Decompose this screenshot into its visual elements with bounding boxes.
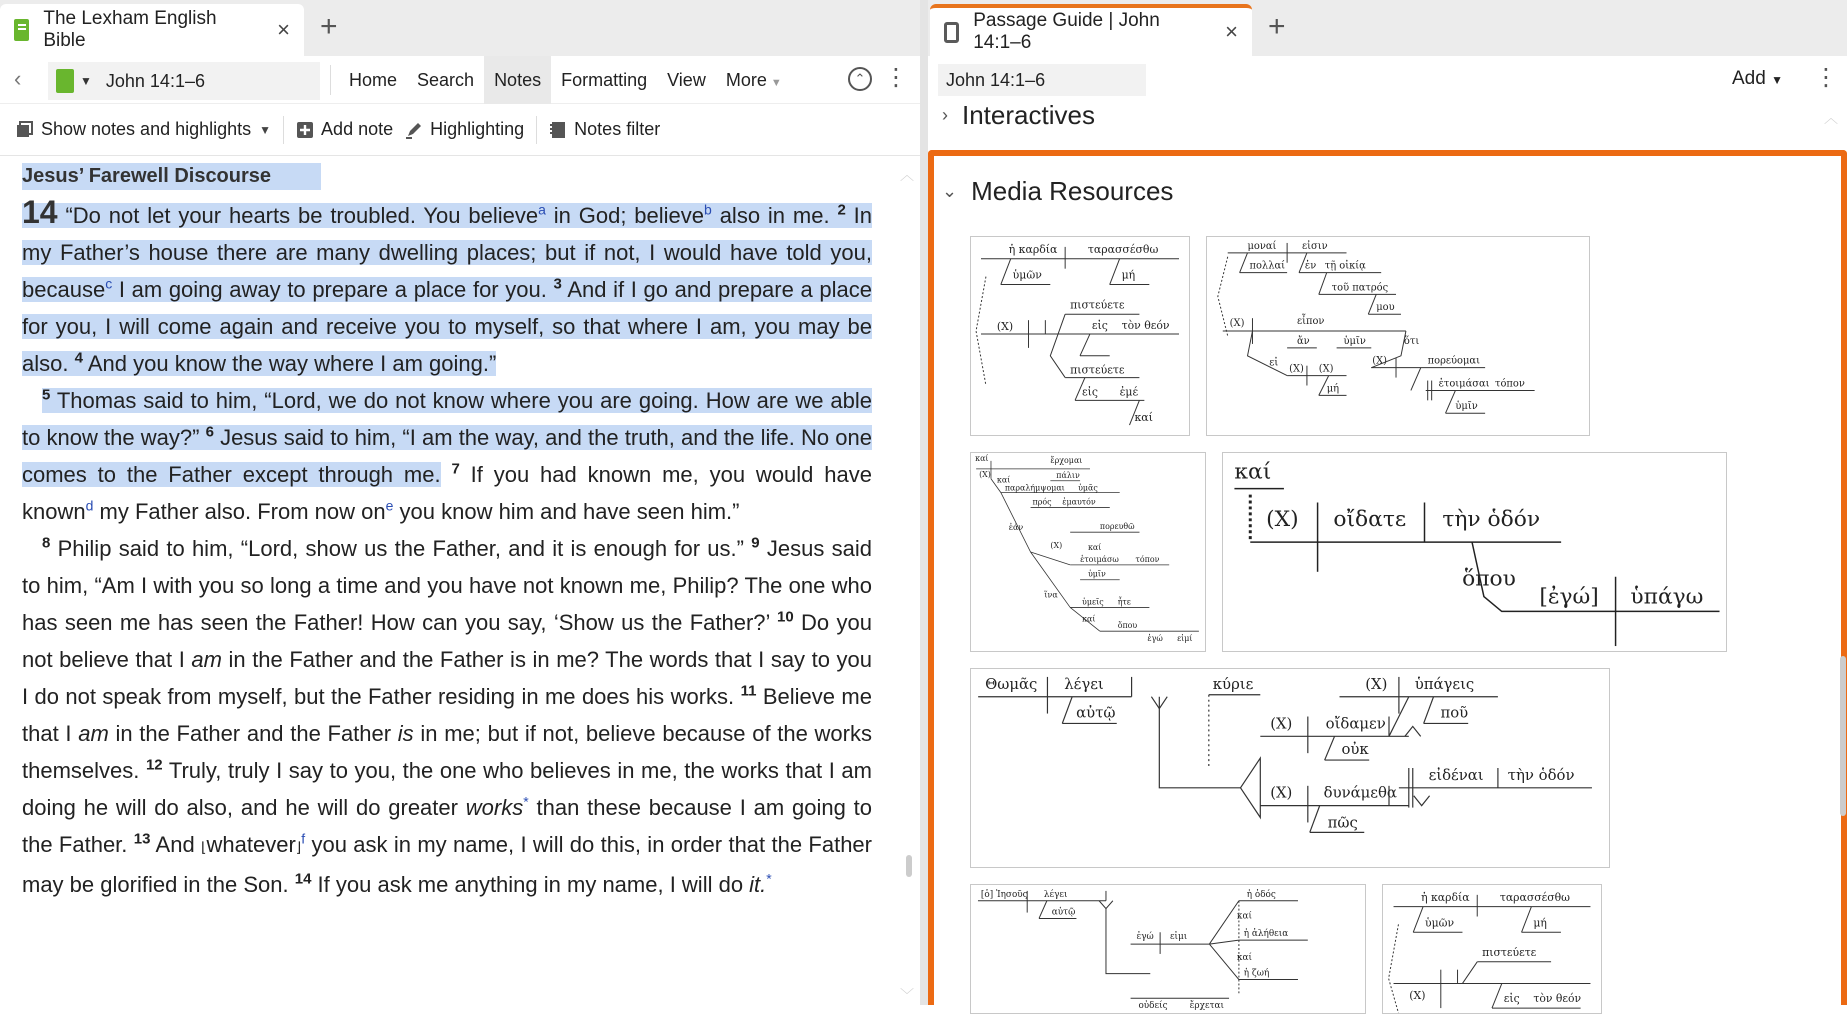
reference-input[interactable]: John 14:1–6 bbox=[105, 70, 205, 91]
svg-text:(X): (X) bbox=[996, 320, 1014, 334]
svg-text:εἰδέναι: εἰδέναι bbox=[1428, 765, 1484, 784]
svg-text:πιστεύετε: πιστεύετε bbox=[1070, 363, 1125, 377]
svg-text:εἰς: εἰς bbox=[1503, 992, 1520, 1006]
svg-text:ἑτοιμάσαι: ἑτοιμάσαι bbox=[1438, 378, 1490, 390]
highlighting-button[interactable] bbox=[403, 119, 534, 140]
chevron-down-icon: ▼ bbox=[770, 77, 782, 89]
svg-text:Θωμᾶς: Θωμᾶς bbox=[985, 674, 1038, 693]
highlighter-icon bbox=[405, 121, 423, 139]
svg-text:ἐγώ: ἐγώ bbox=[1136, 932, 1154, 943]
svg-text:εἰμι: εἰμι bbox=[1169, 932, 1188, 943]
verse-number: 3 bbox=[553, 275, 562, 293]
svg-text:τῇ οἰκίᾳ: τῇ οἰκίᾳ bbox=[1324, 260, 1366, 272]
menu-home[interactable]: Home bbox=[349, 70, 398, 90]
notes-filter-label: Notes filter bbox=[574, 119, 661, 139]
svg-text:μοναί: μοναί bbox=[1247, 240, 1277, 252]
svg-text:λέγει: λέγει bbox=[1043, 889, 1068, 900]
svg-text:πῶς: πῶς bbox=[1327, 813, 1358, 832]
verse-text: you know him and have seen him.” bbox=[393, 499, 740, 524]
verse-number: 13 bbox=[133, 830, 151, 848]
svg-text:(X): (X) bbox=[1266, 507, 1299, 533]
svg-text:τοῦ πατρός: τοῦ πατρός bbox=[1331, 282, 1389, 294]
toolbar-divider bbox=[536, 116, 537, 144]
new-tab-button[interactable]: + bbox=[320, 10, 338, 43]
textual-note-marker[interactable]: * bbox=[766, 870, 772, 887]
new-tab-button[interactable]: + bbox=[1268, 10, 1286, 43]
chapter-number: 14 bbox=[22, 194, 58, 230]
svg-text:ὑμῖν: ὑμῖν bbox=[1455, 401, 1478, 413]
svg-text:καί: καί bbox=[1088, 543, 1102, 553]
tab-title: Passage Guide | John 14:1–6 bbox=[973, 10, 1160, 53]
verse-text: Thomas said to him, “Lord, we do not know where you are going. How are we able to know the way?” bbox=[22, 388, 872, 450]
svg-text:μή: μή bbox=[1533, 916, 1547, 930]
svg-text:ἐμέ: ἐμέ bbox=[1119, 385, 1139, 399]
italic-word: it. bbox=[749, 872, 767, 897]
footnote-marker[interactable]: b bbox=[704, 201, 712, 218]
svg-text:πάλιν: πάλιν bbox=[1056, 470, 1080, 480]
svg-text:ἐάν: ἐάν bbox=[1008, 523, 1024, 533]
menu-view[interactable]: View bbox=[667, 70, 706, 90]
svg-text:τόπον: τόπον bbox=[1495, 378, 1525, 390]
footnote-marker[interactable]: c bbox=[105, 275, 113, 292]
svg-text:ταρασσέσθω: ταρασσέσθω bbox=[1499, 890, 1571, 904]
svg-text:ἔρχομαι: ἔρχομαι bbox=[1050, 455, 1083, 465]
chevron-down-icon: ⌄ bbox=[942, 181, 958, 201]
verse-text: And if I go and prepare a place for you, I will come again and receive you to myself, so that where I am, you may be also. bbox=[22, 277, 872, 376]
notebook-icon bbox=[549, 121, 567, 139]
svg-text:(X): (X) bbox=[1229, 318, 1245, 330]
svg-text:(X): (X) bbox=[979, 469, 991, 479]
svg-text:[ἐγώ]: [ἐγώ] bbox=[1539, 584, 1599, 610]
svg-text:τὴν ὁδόν: τὴν ὁδόν bbox=[1507, 765, 1575, 784]
highlighted-verses[interactable] bbox=[22, 194, 873, 376]
menu-more-label: More bbox=[725, 70, 767, 90]
verse-text: Believe me that I bbox=[22, 684, 872, 746]
verse-text: also in me. bbox=[711, 203, 830, 228]
svg-text:τόπον: τόπον bbox=[1135, 554, 1160, 564]
toolbar-divider bbox=[283, 116, 284, 144]
bible-text-area[interactable] bbox=[0, 157, 920, 1005]
add-note-label: Add note bbox=[321, 119, 394, 139]
svg-text:(X): (X) bbox=[1270, 714, 1293, 733]
italic-word: works bbox=[465, 795, 524, 820]
verse-text: in me; but if not, believe because of the works themselves. bbox=[22, 721, 872, 783]
svg-text:ὑπάγεις: ὑπάγεις bbox=[1414, 674, 1475, 693]
svg-text:οὐδείς: οὐδείς bbox=[1138, 1001, 1168, 1012]
diagram-thumbnail[interactable] bbox=[970, 884, 1366, 1014]
media-resources-header[interactable] bbox=[934, 176, 1173, 207]
svg-text:ὅτι: ὅτι bbox=[1403, 335, 1420, 347]
svg-text:(X): (X) bbox=[1050, 541, 1063, 551]
svg-text:ὑπάγω: ὑπάγω bbox=[1630, 584, 1704, 610]
svg-text:εἰσιν: εἰσιν bbox=[1301, 240, 1328, 252]
tab-lexham-english-bible[interactable] bbox=[0, 4, 304, 56]
svg-text:καί: καί bbox=[996, 475, 1011, 485]
verse-text: my Father also. From now on bbox=[93, 499, 386, 524]
svg-text:ἑτοιμάσω: ἑτοιμάσω bbox=[1080, 554, 1119, 564]
scroll-to-top-icon[interactable]: ⌃ bbox=[848, 67, 872, 91]
svg-text:(X): (X) bbox=[1365, 674, 1388, 693]
verse-number: 7 bbox=[451, 460, 460, 478]
idiom-bracket: ⌊ bbox=[201, 839, 207, 855]
chevron-down-icon: ▼ bbox=[259, 122, 272, 137]
svg-text:ὑμεῖς: ὑμεῖς bbox=[1082, 597, 1104, 607]
bible-panel bbox=[0, 0, 920, 1005]
notes-filter-button[interactable] bbox=[547, 119, 670, 140]
svg-text:ἡ ὁδός: ἡ ὁδός bbox=[1246, 889, 1276, 900]
svg-text:πολλαί: πολλαί bbox=[1249, 260, 1285, 272]
svg-text:ἐμαυτόν: ἐμαυτόν bbox=[1062, 497, 1096, 507]
verse-text: Jesus said to him, “Am I with you so long a time and you have not known me, Philip? The one who has seen me has seen the Father! How can you say, ‘Show us the Father?’ bbox=[22, 536, 872, 635]
svg-text:ἐν: ἐν bbox=[1304, 260, 1317, 272]
media-resources-section bbox=[928, 150, 1847, 1012]
svg-text:πορευθῶ: πορευθῶ bbox=[1099, 522, 1135, 532]
more-options-icon[interactable]: ⋮ bbox=[1814, 64, 1838, 91]
bible-book-icon bbox=[56, 69, 74, 93]
verse-number: 4 bbox=[74, 349, 83, 367]
sentence-diagram bbox=[1223, 453, 1726, 651]
svg-text:(X): (X) bbox=[1372, 355, 1388, 367]
verse-number: 5 bbox=[42, 386, 51, 404]
svg-text:ἔρχεται: ἔρχεται bbox=[1189, 1001, 1224, 1012]
left-navbar bbox=[0, 56, 920, 104]
more-options-icon[interactable]: ⋮ bbox=[884, 64, 908, 91]
scrollbar-thumb[interactable] bbox=[1840, 656, 1846, 816]
verse-text: in the Father and the Father is in me? The words that I say to you I do not speak from myself, but the Father residing in me does his works. bbox=[22, 647, 872, 709]
idiom-bracket: ⌋ bbox=[295, 839, 302, 855]
svg-text:τὸν θεόν: τὸν θεόν bbox=[1121, 319, 1170, 333]
reference-input[interactable]: John 14:1–6 bbox=[938, 64, 1146, 96]
chevron-down-icon[interactable]: ▼ bbox=[80, 74, 92, 88]
verse-text: you ask in my name, I will do this, in order that the Father may be glorified in the Son. bbox=[22, 832, 872, 897]
svg-text:δυνάμεθα: δυνάμεθα bbox=[1323, 783, 1397, 802]
guide-icon bbox=[944, 22, 959, 43]
close-icon[interactable]: × bbox=[277, 17, 290, 42]
close-icon[interactable]: × bbox=[1225, 19, 1238, 44]
svg-text:οἴδαμεν: οἴδαμεν bbox=[1325, 714, 1386, 733]
svg-text:εἰς: εἰς bbox=[1091, 319, 1108, 333]
diagram-thumbnail[interactable] bbox=[1222, 452, 1727, 652]
svg-text:ἐγώ: ἐγώ bbox=[1147, 634, 1163, 644]
verse-number: 14 bbox=[294, 870, 312, 888]
textual-note-marker[interactable]: * bbox=[523, 793, 529, 810]
svg-text:εἰμί: εἰμί bbox=[1177, 634, 1193, 644]
svg-text:ὑμῖν: ὑμῖν bbox=[1088, 569, 1106, 579]
add-label: Add bbox=[1732, 68, 1766, 89]
verse-text: in God; believe bbox=[545, 203, 705, 228]
menu-formatting[interactable]: Formatting bbox=[561, 70, 648, 90]
verse-text: in the Father and the Father bbox=[108, 721, 398, 746]
svg-text:ὑμᾶς: ὑμᾶς bbox=[1078, 483, 1098, 493]
menu-divider bbox=[330, 65, 331, 95]
svg-text:ἡ ἀλήθεια: ἡ ἀλήθεια bbox=[1243, 929, 1289, 940]
section-title: Media Resources bbox=[971, 176, 1174, 206]
svg-text:ταρασσέσθω: ταρασσέσθω bbox=[1087, 242, 1159, 256]
add-note-icon bbox=[296, 121, 314, 139]
bible-book-icon bbox=[14, 19, 29, 41]
verse-text: And you know the way where I am going.” bbox=[82, 351, 497, 376]
svg-text:πρός: πρός bbox=[1032, 497, 1052, 507]
tab-passage-guide[interactable] bbox=[930, 4, 1252, 56]
verse-text: And bbox=[150, 832, 202, 857]
svg-text:(X): (X) bbox=[1289, 363, 1304, 375]
notes-stack-icon bbox=[16, 121, 34, 139]
verse-text: than these because I am going to the Father. bbox=[22, 795, 873, 857]
sentence-diagram bbox=[1207, 237, 1589, 435]
svg-text:εἰ: εἰ bbox=[1269, 357, 1279, 369]
highlighting-label: Highlighting bbox=[430, 119, 525, 139]
svg-text:οἴδατε: οἴδατε bbox=[1333, 507, 1407, 533]
scrollbar-thumb[interactable] bbox=[906, 855, 912, 877]
footnote-marker[interactable]: a bbox=[538, 201, 546, 218]
right-tabbar bbox=[928, 0, 1847, 56]
svg-text:ἡ καρδία: ἡ καρδία bbox=[1008, 242, 1058, 256]
diagram-thumbnail[interactable] bbox=[970, 236, 1190, 436]
verse-text: Do you not believe that I bbox=[22, 610, 872, 672]
verse-text: I am going away to prepare a place for you. bbox=[112, 277, 547, 302]
svg-text:[ὁ] Ἰησοῦς: [ὁ] Ἰησοῦς bbox=[980, 889, 1028, 900]
bible-text bbox=[22, 194, 872, 903]
section-heading: Jesus’ Farewell Discourse bbox=[22, 163, 321, 190]
diagram-thumbnail[interactable] bbox=[970, 452, 1206, 652]
svg-text:ὅπου: ὅπου bbox=[1462, 566, 1516, 592]
svg-text:πιστεύετε: πιστεύετε bbox=[1482, 945, 1537, 959]
verse-text: In my Father’s house there are many dwelling places; but if not, I would have told you, because bbox=[22, 203, 873, 302]
svg-text:ὑμῶν: ὑμῶν bbox=[1012, 268, 1042, 282]
svg-text:εἶπον: εἶπον bbox=[1297, 316, 1325, 328]
menu-notes[interactable]: Notes bbox=[484, 56, 551, 104]
interactives-section[interactable] bbox=[928, 100, 1095, 131]
diagram-thumbnail[interactable] bbox=[1206, 236, 1590, 436]
add-note-button[interactable] bbox=[294, 119, 403, 140]
svg-text:μου: μου bbox=[1376, 302, 1395, 314]
scroll-up-icon[interactable]: ︿ bbox=[1824, 110, 1838, 126]
chevron-right-icon: › bbox=[942, 105, 948, 125]
verse-text: Philip said to him, “Lord, show us the Father, and it is enough for us.” bbox=[50, 536, 744, 561]
right-navbar bbox=[928, 56, 1847, 104]
notes-toolbar bbox=[0, 104, 920, 156]
sentence-diagram bbox=[971, 453, 1205, 651]
footnote-marker[interactable]: d bbox=[85, 497, 94, 514]
footnote-marker[interactable]: f bbox=[301, 830, 306, 847]
verse-number: 11 bbox=[740, 682, 757, 700]
svg-text:μή: μή bbox=[1326, 383, 1340, 395]
section-title: Interactives bbox=[962, 100, 1095, 130]
diagram-thumbnail[interactable] bbox=[970, 668, 1610, 868]
svg-text:αὐτῷ: αὐτῷ bbox=[1051, 907, 1076, 918]
svg-text:ὑμῶν: ὑμῶν bbox=[1425, 916, 1455, 930]
svg-text:πορεύομαι: πορεύομαι bbox=[1427, 355, 1480, 367]
svg-text:οὐκ: οὐκ bbox=[1341, 740, 1369, 759]
verse-text: whatever bbox=[206, 832, 296, 857]
svg-text:καί: καί bbox=[1236, 911, 1252, 922]
verse-text: If you ask me anything in my name, I will do bbox=[311, 872, 750, 897]
verse-text: Jesus said to him, “I am the way, and the truth, and the life. No one comes to the Father except through me. bbox=[22, 425, 872, 487]
sentence-diagram bbox=[971, 237, 1189, 435]
passage-guide-panel bbox=[928, 0, 1847, 1012]
svg-text:ἵνα: ἵνα bbox=[1044, 590, 1058, 600]
verse-number: 8 bbox=[42, 534, 51, 552]
menu-search[interactable]: Search bbox=[417, 70, 475, 90]
verse-number: 2 bbox=[837, 201, 846, 219]
sentence-diagram bbox=[971, 669, 1609, 867]
svg-text:τὸν θεόν: τὸν θεόν bbox=[1533, 992, 1582, 1006]
svg-text:ὑμῖν: ὑμῖν bbox=[1343, 335, 1366, 347]
back-arrow-icon[interactable]: ‹ bbox=[14, 66, 22, 91]
paragraph bbox=[22, 382, 872, 530]
svg-text:ἄν: ἄν bbox=[1297, 335, 1310, 347]
verse-number: 10 bbox=[776, 608, 794, 626]
svg-text:καί: καί bbox=[1236, 952, 1252, 963]
svg-text:(X): (X) bbox=[1318, 363, 1334, 375]
verse-text: Truly, truly I say to you, the one who believes in me, the works that I am doing he will do also, and he will do greater bbox=[22, 758, 872, 820]
verse-text: If you had known me, you would have known bbox=[22, 462, 872, 524]
svg-text:καί: καί bbox=[1082, 614, 1096, 624]
left-tabbar bbox=[0, 0, 920, 56]
svg-text:καί: καί bbox=[1134, 411, 1153, 425]
svg-text:ἦτε: ἦτε bbox=[1117, 597, 1131, 607]
svg-text:ποῦ: ποῦ bbox=[1440, 703, 1469, 722]
show-notes-dropdown[interactable] bbox=[14, 119, 281, 140]
svg-text:ἡ καρδία: ἡ καρδία bbox=[1421, 890, 1470, 904]
verse-text: “Do not let your hearts be troubled. You believe bbox=[65, 203, 539, 228]
svg-text:καί: καί bbox=[1234, 459, 1272, 485]
svg-text:πιστεύετε: πιστεύετε bbox=[1070, 298, 1125, 312]
svg-text:(X): (X) bbox=[1409, 989, 1426, 1003]
italic-word: am bbox=[78, 721, 109, 746]
svg-text:ἡ ζωή: ἡ ζωή bbox=[1243, 968, 1270, 979]
svg-text:κύριε: κύριε bbox=[1212, 674, 1254, 693]
verse-number: 9 bbox=[751, 534, 760, 552]
panel-menu bbox=[330, 56, 792, 104]
sentence-diagram bbox=[1383, 885, 1601, 1013]
sentence-diagram bbox=[971, 885, 1365, 1013]
scroll-up-icon[interactable]: ︿ bbox=[900, 167, 914, 183]
italic-word: am bbox=[191, 647, 222, 672]
svg-text:(X): (X) bbox=[1270, 783, 1293, 802]
svg-text:παραλήμψομαι: παραλήμψομαι bbox=[1004, 483, 1065, 493]
footnote-marker[interactable]: e bbox=[385, 497, 394, 514]
chevron-down-icon: ▼ bbox=[1771, 73, 1783, 87]
italic-word: is bbox=[397, 721, 414, 746]
svg-text:ὅπου: ὅπου bbox=[1117, 621, 1138, 631]
pane-divider[interactable] bbox=[920, 0, 928, 1005]
diagram-thumbnail[interactable] bbox=[1382, 884, 1602, 1014]
svg-text:μή: μή bbox=[1121, 268, 1136, 282]
tab-title: The Lexham English Bible bbox=[43, 8, 217, 51]
svg-text:τὴν ὁδόν: τὴν ὁδόν bbox=[1442, 507, 1541, 533]
paragraph bbox=[22, 530, 872, 903]
svg-text:εἰς: εἰς bbox=[1081, 385, 1098, 399]
svg-text:λέγει: λέγει bbox=[1064, 674, 1104, 693]
svg-text:καί: καί bbox=[975, 453, 989, 463]
show-notes-label: Show notes and highlights bbox=[41, 119, 252, 139]
verse-number: 12 bbox=[145, 756, 163, 774]
menu-more[interactable] bbox=[716, 56, 792, 104]
svg-text:αὐτῷ: αὐτῷ bbox=[1076, 703, 1116, 722]
add-button[interactable] bbox=[1732, 68, 1783, 90]
reference-box[interactable] bbox=[48, 62, 320, 100]
scroll-down-icon[interactable]: ﹀ bbox=[900, 987, 914, 1003]
verse-number: 6 bbox=[205, 423, 214, 441]
